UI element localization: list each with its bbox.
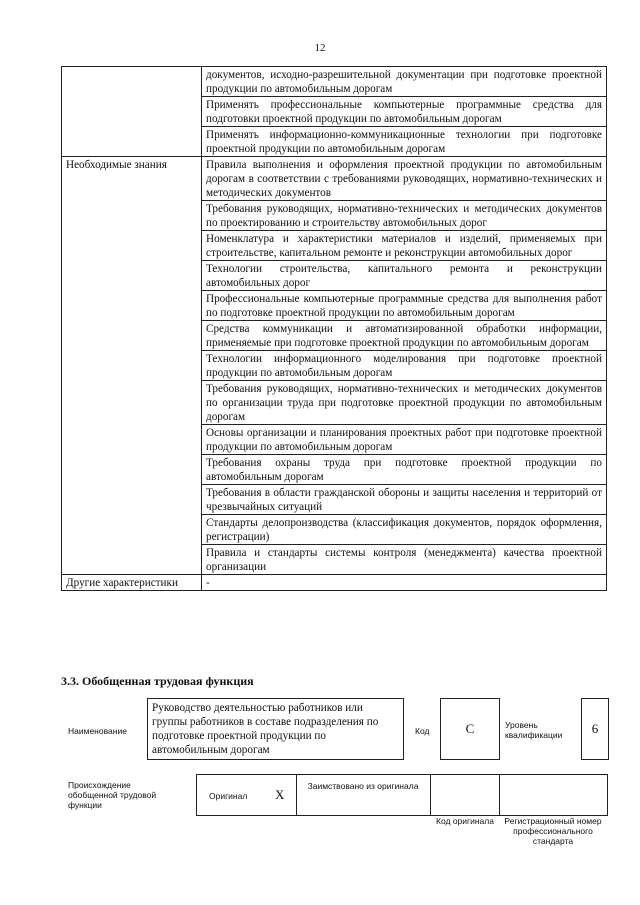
row-text: Требования руководящих, нормативно-технических и методических документов по организации труда при подготовке проектной продукции по автомобильным дорогам (202, 381, 607, 425)
row-text: Применять информационно-коммуникационные технологии при подготовке проектной продукции по автомобильным дорогам (202, 127, 607, 157)
row-text: Основы организации и планирования проектных работ при подготовке проектной продукции по автомобильным дорогам (202, 425, 607, 455)
borrowed-label: Заимствовано из оригинала (307, 781, 419, 791)
section-heading: 3.3. Обобщенная трудовая функция (61, 674, 254, 688)
table-row (62, 575, 607, 591)
row-text: Технологии информационного моделирования при подготовке проектной продукции по автомобильным дорогам (202, 351, 607, 381)
code-value: C (440, 698, 500, 760)
row-text: Требования в области гражданской обороны и защиты населения и территорий от чрезвычайных ситуаций (202, 485, 607, 515)
knowledge-table (61, 66, 607, 591)
divider (430, 775, 431, 815)
row-label (62, 67, 202, 157)
row-text: Технологии строительства, капитального ремонта и реконструкции автомобильных дорог (202, 261, 607, 291)
row-label: Необходимые знания (62, 157, 202, 575)
origin-label: Происхождение обобщенной трудовой функции (68, 780, 157, 810)
row-text: Правила выполнения и оформления проектной продукции по автомобильным дорогам в соответствии с требованиями руководящих, нормативно-технических и методических документов (202, 157, 607, 201)
original-label: Оригинал (209, 791, 248, 801)
name-value-box (147, 698, 404, 760)
code-caption: Код оригинала (436, 816, 494, 826)
name-value: Руководство деятельностью работников или группы работников в составе подразделения по подготовке проектной продукции по автомобильным дорогам (152, 702, 379, 756)
row-text: документов, исходно-разрешительной документации при подготовке проектной продукции по автомобильным дорогам (202, 67, 607, 97)
code-label: Код (415, 726, 430, 736)
row-text: Средства коммуникации и автоматизированной обработки информации, применяемые при подготовке проектной продукции по автомобильным дорогам (202, 321, 607, 351)
original-mark: X (275, 787, 285, 802)
row-text: Применять профессиональные компьютерные программные средства для подготовки проектной продукции по автомобильным дорогам (202, 97, 607, 127)
row-text: - (202, 575, 607, 591)
row-text: Профессиональные компьютерные программные средства для выполнения работ по подготовке проектной продукции по автомобильным дорогам (202, 291, 607, 321)
name-label: Наименование (68, 726, 127, 736)
row-text: Правила и стандарты системы контроля (менеджмента) качества проектной организации (202, 545, 607, 575)
reg-caption: Регистрационный номер профессионального стандарта (504, 816, 602, 846)
table-row (62, 67, 607, 97)
table-row (62, 157, 607, 201)
page-number: 12 (314, 42, 326, 54)
row-text: Требования охраны труда при подготовке проектной продукции по автомобильным дорогам (202, 455, 607, 485)
row-text: Требования руководящих, нормативно-технических и методических документов по проектированию и строительству автомобильных дорог (202, 201, 607, 231)
level-value: 6 (581, 698, 609, 760)
divider (499, 775, 500, 815)
row-text: Номенклатура и характеристики материалов и изделий, применяемых при строительстве, капитальном ремонте и реконструкции автомобильных дорог (202, 231, 607, 261)
row-label: Другие характеристики (62, 575, 202, 591)
origin-row (196, 774, 608, 816)
row-text: Стандарты делопроизводства (классификация документов, порядок оформления, регистрации) (202, 515, 607, 545)
level-label: Уровень квалификации (505, 720, 563, 740)
